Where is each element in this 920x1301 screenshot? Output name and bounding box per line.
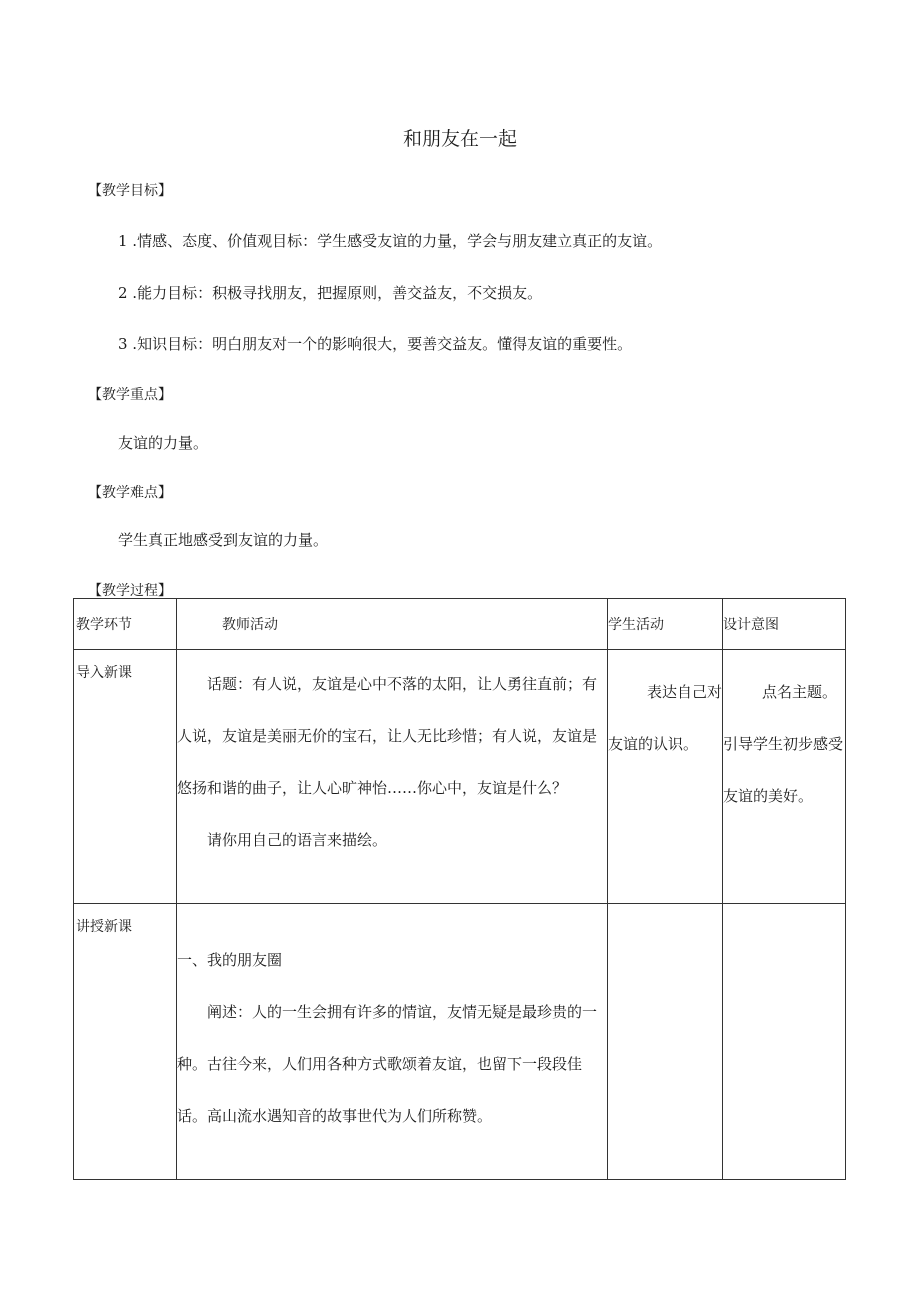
objectives-heading: 【教学目标】 [88, 183, 172, 199]
table-header-row [74, 599, 846, 650]
objective-item: 3 .知识目标：明白朋友对一个的影响很大，要善交益友。懂得友谊的重要性。 [118, 335, 633, 353]
teacher-paragraph: 话题：有人说，友谊是心中不落的太阳，让人勇往直前；有人说，友谊是美丽无价的宝石，让人无比珍惜；有人说，友谊是悠扬和谐的曲子，让人心旷神怡……你心中，友谊是什么？ [177, 675, 598, 797]
design-intent-text: 点名主题。引导学生初步感受友谊的美好。 [723, 683, 844, 805]
objective-item: 2 .能力目标：积极寻找朋友，把握原则，善交益友，不交损友。 [118, 284, 543, 302]
objective-item: 1 .情感、态度、价值观目标：学生感受友谊的力量，学会与朋友建立真正的友谊。 [118, 232, 663, 250]
process-heading: 【教学过程】 [88, 583, 172, 599]
difficulty-heading: 【教学难点】 [88, 485, 172, 501]
design-intent-text [723, 904, 845, 920]
student-activity-text [608, 904, 722, 920]
document-title: 和朋友在一起 [402, 128, 517, 150]
table-row [74, 904, 846, 1180]
table-row [74, 650, 846, 904]
difficulty-text: 学生真正地感受到友谊的力量。 [118, 531, 329, 549]
header-stage: 教学环节 [74, 599, 177, 650]
key-point-text: 友谊的力量。 [118, 434, 209, 452]
teacher-paragraph: 阐述：人的一生会拥有许多的情谊，友情无疑是最珍贵的一种。古往今来，人们用各种方式歌颂着友谊，也留下一段段佳话。高山流水遇知音的故事世代为人们所称赞。 [177, 1003, 598, 1125]
student-activity-cell [608, 904, 723, 1180]
stage-label: 导入新课 [76, 665, 132, 681]
process-table [73, 598, 846, 1180]
header-student-activity: 学生活动 [608, 599, 723, 650]
stage-cell [74, 904, 177, 1180]
stage-cell [74, 650, 177, 904]
stage-label: 讲授新课 [76, 919, 132, 935]
header-design-intent: 设计意图 [723, 599, 846, 650]
design-intent-cell [723, 904, 846, 1180]
teacher-activity-cell [177, 904, 608, 1180]
teacher-subheading: 一、我的朋友圈 [177, 951, 283, 969]
student-activity-cell [608, 650, 723, 904]
student-activity-text: 表达自己对友谊的认识。 [608, 683, 723, 753]
teacher-activity-cell [177, 650, 608, 904]
teacher-paragraph: 请你用自己的语言来描绘。 [207, 831, 388, 849]
header-teacher-activity: 教师活动 [177, 599, 608, 650]
design-intent-cell [723, 650, 846, 904]
key-point-heading: 【教学重点】 [88, 387, 172, 403]
